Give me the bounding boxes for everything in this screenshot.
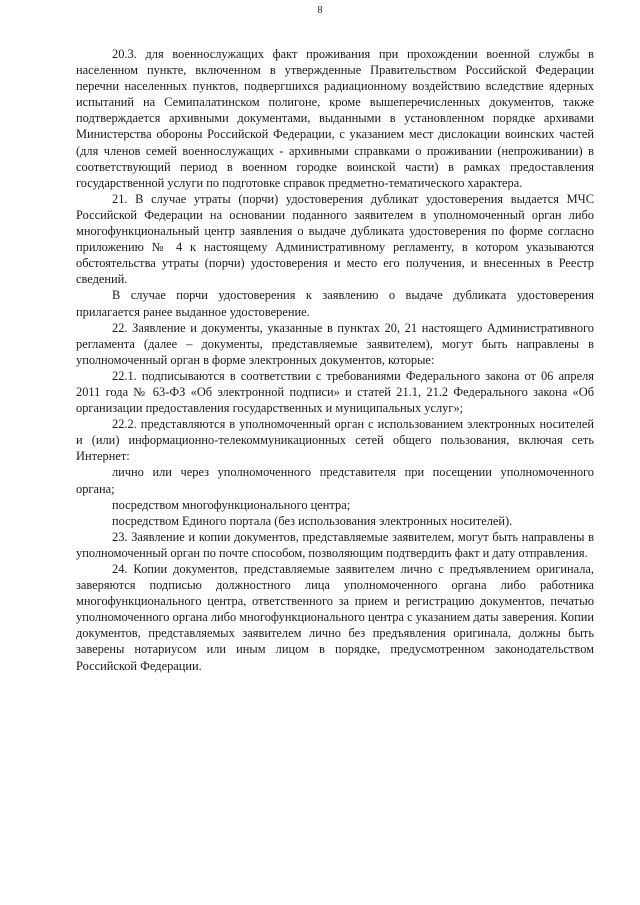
paragraph-22: 22. Заявление и документы, указанные в пунктах 20, 21 настоящего Административного регламента (далее – документы, представляемые заявителем), могут быть направлены в уполномоченный орган в форме электронных документов, которые:: [76, 320, 594, 367]
document-body: [76, 46, 594, 674]
page-number: 8: [317, 5, 323, 16]
paragraph-22-2-portal: посредством Единого портала (без использования электронных носителей).: [112, 513, 513, 528]
paragraph-21-damage: В случае порчи удостоверения к заявлению о выдаче дубликата удостоверения прилагается ранее выданное удостоверение.: [76, 288, 594, 319]
paragraph-22-1: 22.1. подписываются в соответствии с требованиями Федерального закона от 06 апреля 2011 года № 63-ФЗ «Об электронной подписи» и статей 21.1, 21.2 Федерального закона «Об организации предоставления государственных и муниципальных услуг»;: [76, 368, 594, 416]
paragraph-24: 24. Копии документов, представляемые заявителем лично с предъявлением оригинала, заверяются подписью должностного лица уполномоченного органа либо работника многофункционального центра, ответственного за прием и регистрацию документов, печатью уполномоченного органа либо многофункционального центра с указанием даты заверения. Копии документов, представляемых заявителем лично без предъявления оригинала, должны быть заверены нотариусом или иным лицом в порядке, предусмотренном законодательством Российской Федерации.: [76, 562, 594, 673]
paragraph-21: 21. В случае утраты (порчи) удостоверения дубликат удостоверения выдается МЧС Российской Федерации на основании поданного заявителем в уполномоченный орган либо многофункциональный центр заявления о выдаче дубликата удостоверения по форме согласно приложению № 4 к настоящему Административному регламенту, в котором указываются обстоятельства утраты (порчи) удостоверения и место его получения, и внесенных в Реестр сведений.: [76, 191, 594, 287]
paragraph-22-2: 22.2. представляются в уполномоченный орган с использованием электронных носителей и (или) информационно-телекоммуникационных сетей общего пользования, включая сеть Интернет:: [76, 417, 594, 464]
paragraph-22-2-in-person: лично или через уполномоченного представителя при посещении уполномоченного органа;: [76, 465, 594, 496]
paragraph-22-2-mfc: посредством многофункционального центра;: [112, 497, 351, 512]
paragraph-23: 23. Заявление и копии документов, представляемые заявителем, могут быть направлены в уполномоченный орган по почте способом, позволяющим подтвердить факт и дату отправления.: [76, 529, 594, 560]
paragraph-20-3: 20.3. для военнослужащих факт проживания при прохождении военной службы в населенном пункте, включенном в утвержденные Правительством Российской Федерации перечни населенных пунктов, подвергшихся радиационному воздействию вследствие ядерных испытаний на Семипалатинском полигоне, кроме вышеперечисленных документов, также подтверждается архивными документами, выданными в установленном порядке архивами Министерства обороны Российской Федерации, с указанием мест дислокации воинских частей (для членов семей военнослужащих - архивными справками о проживании (непроживании) в соответствующий период в военном городке воинской части) в рамках предоставления государственной услуги по подготовке справок предметно-тематического характера.: [76, 47, 594, 190]
